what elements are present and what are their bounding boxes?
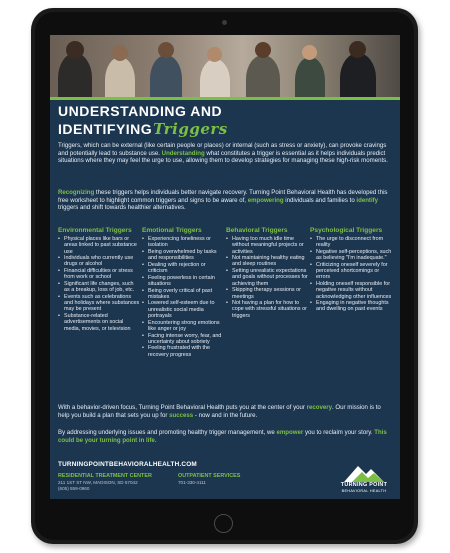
list-item: • Substance-related advertisements on social media, movies, or television [58, 313, 140, 332]
column-heading: Behavioral Triggers [226, 227, 288, 234]
closing-paragraph-2 [58, 429, 392, 444]
closing2-text-1: By addressing underlying issues and promoting healthy trigger management, we [58, 429, 277, 436]
list-item: • Significant life changes, such as a breakup, loss of job, etc. [58, 281, 140, 294]
camera-icon [222, 20, 227, 25]
list-item: • Criticizing oneself severely for perceived shortcomings or errors [310, 262, 392, 281]
list-item: • Physical places like bars or areas linked to past substance use [58, 236, 140, 255]
column-behavioral [226, 227, 308, 319]
column-heading: Environmental Triggers [58, 227, 132, 234]
intro-text: Triggers, which can be external (like certain people or places) or internal (such as stress or anxiety), can provoke cravings and potentially lead to substance use. [58, 142, 387, 157]
residential-phone: (605) 559-0960 [58, 486, 90, 491]
page-title-line1: UNDERSTANDING AND [58, 103, 223, 119]
trigger-list [142, 236, 224, 358]
trigger-list [58, 236, 140, 332]
intro-highlight: Understanding [161, 149, 205, 157]
recognize-highlight-3: identify [356, 196, 379, 204]
trigger-list [310, 236, 392, 313]
list-item: • Dealing with rejection or criticism [142, 262, 224, 275]
list-item: • Not maintaining healthy eating and sleep routines [226, 255, 308, 268]
closing1-text-2: . Our mission is to help you build a plan that sets you up for [58, 404, 381, 419]
list-item: • The urge to disconnect from reality [310, 236, 392, 249]
page-title-line2 [58, 120, 228, 138]
website-link[interactable]: TURNINGPOINTBEHAVIORALHEALTH.COM [58, 461, 197, 468]
closing1-text-1: With a behavior-driven focus, Turning Point Behavioral Health puts you at the center of your [58, 404, 307, 411]
list-item: • Financial difficulties or stress from work or school [58, 268, 140, 281]
residential-address: 211 1ST ST NW, MADISON, SD 57042 [58, 480, 138, 485]
list-item: • Holding oneself responsible for negative results without acknowledging other influences [310, 281, 392, 300]
column-heading: Emotional Triggers [142, 227, 202, 234]
page-title-identifying: IDENTIFYING [58, 121, 153, 137]
outpatient-label: OUTPATIENT SERVICES [178, 473, 241, 479]
logo-name: TURNING POINT [340, 482, 388, 488]
column-psychological [310, 227, 392, 313]
home-button[interactable] [214, 514, 233, 533]
closing2-highlight-2: This could be your turning point in life. [58, 429, 387, 444]
outpatient-phone: 701-330-4111 [178, 480, 206, 485]
closing1-highlight-1: recovery [306, 404, 333, 411]
list-item: • Experiencing loneliness or isolation [142, 236, 224, 249]
intro-text-2: what constitutes a trigger is essential as it helps individuals predict situations where they may feel the urge to use, allowing them to develop strategies for managing these high-risk moments. [58, 149, 388, 165]
list-item: • Feeling powerless in certain situations [142, 275, 224, 288]
closing1-text-3: - now and in the future. [193, 411, 258, 419]
closing2-highlight-1: empower [276, 429, 304, 436]
logo-subtitle: BEHAVIORAL HEALTH [341, 489, 387, 493]
accent-stripe [50, 97, 400, 100]
list-item: • Being overly critical of past mistakes [142, 288, 224, 301]
header-photo [50, 35, 400, 97]
page-title-triggers: Triggers [153, 120, 228, 138]
intro-paragraph [58, 142, 392, 165]
trigger-list [226, 236, 308, 319]
column-heading: Psychological Triggers [310, 227, 383, 234]
recognize-text-1: these triggers helps individuals better navigate recovery. Turning Point Behavioral Health has developed this free worksheet to highlight common triggers and signs to be aware of, [58, 189, 388, 204]
recognize-highlight-2: empowering [247, 196, 284, 204]
trigger-columns [58, 227, 394, 399]
recognize-paragraph [58, 189, 392, 212]
residential-label: RESIDENTIAL TREATMENT CENTER [58, 473, 152, 479]
worksheet-page [50, 35, 400, 499]
list-item: • Setting unrealistic expectations and goals without processes for achieving them [226, 268, 308, 287]
closing2-text-2: you to reclaim your story. [303, 429, 375, 436]
recognize-text-2: individuals and families to [283, 196, 357, 204]
closing1-highlight-2: success [169, 411, 194, 419]
list-item: • Having too much idle time without meaningful projects or activities [226, 236, 308, 255]
list-item: • Not having a plan for how to cope with stressful situations or triggers [226, 300, 308, 319]
list-item: • Facing intense worry, fear, and uncertainty about sobriety [142, 333, 224, 346]
list-item: • Feeling frustrated with the recovery progress [142, 345, 224, 358]
list-item: • Lowered self-esteem due to unrealistic social media portrayals [142, 300, 224, 319]
list-item: • Engaging in negative thoughts and dwelling on past events [310, 300, 392, 313]
closing-paragraph-1 [58, 404, 392, 419]
list-item: • Being overwhelmed by tasks and responsibilities [142, 249, 224, 262]
list-item: • Individuals who currently use drugs or alcohol [58, 255, 140, 268]
recognize-highlight-1: Recognizing [58, 189, 95, 196]
column-environmental [58, 227, 140, 332]
column-emotional [142, 227, 224, 358]
list-item: • Skipping therapy sessions or meetings [226, 287, 308, 300]
list-item: • Encountering strong emotions like anger or joy [142, 320, 224, 333]
list-item: • Events such as celebrations and holidays where substances may be present [58, 294, 140, 313]
recognize-text-3: triggers and shift towards healthier alternatives. [58, 204, 186, 212]
list-item: • Negative self-perceptions, such as believing "I'm inadequate." [310, 249, 392, 262]
